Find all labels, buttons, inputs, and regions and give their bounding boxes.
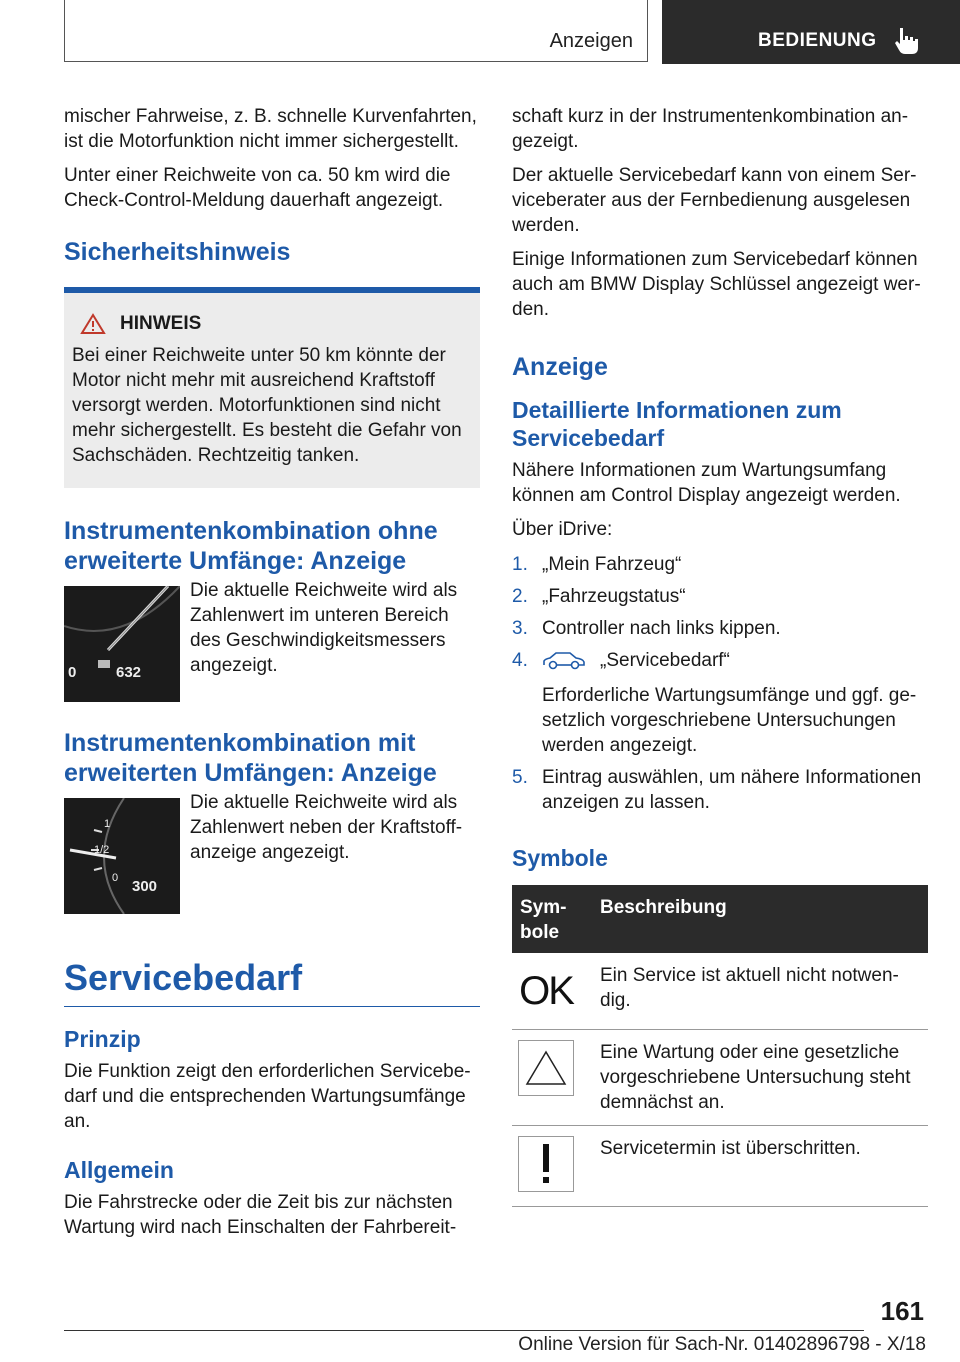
figure-row bbox=[64, 792, 480, 914]
left-column bbox=[64, 104, 480, 1249]
column-header: Sym-bole bbox=[512, 885, 592, 953]
heading-ic-extended: Instrumentenkombination mit erweiterten Umfängen: Anzeige bbox=[64, 729, 437, 787]
list-item bbox=[512, 552, 928, 577]
paragraph: mischer Fahrweise, z. B. schnelle Kurvenfahrten, ist die Motorfunktion nicht immer sichergestellt. bbox=[64, 106, 477, 152]
step-content bbox=[542, 648, 928, 758]
paragraph: schaft kurz in der Instrumentenkombination an-gezeigt. bbox=[512, 106, 909, 152]
table-row bbox=[512, 953, 928, 1030]
figure-label: 632 bbox=[116, 664, 142, 681]
ok-symbol-text: OK bbox=[519, 968, 573, 1013]
page-number: 161 bbox=[880, 1296, 924, 1326]
description-cell: Ein Service ist aktuell nicht notwen-dig. bbox=[592, 953, 928, 1030]
list-item bbox=[512, 584, 928, 609]
heading-ic-basic: Instrumentenkombination ohne erweiterte Umfänge: Anzeige bbox=[64, 517, 438, 575]
paragraph: Über iDrive: bbox=[512, 519, 613, 540]
figure-label: 1 bbox=[104, 818, 111, 830]
heading-rule bbox=[64, 1006, 480, 1007]
step-number: 2. bbox=[512, 586, 528, 607]
step-subtext: Erforderliche Wartungsumfänge und ggf. ge-setzlich vorgeschriebene Untersuchungen werden angezeigt. bbox=[542, 685, 917, 756]
figure-label: 0 bbox=[112, 872, 119, 884]
header-chapter-box bbox=[662, 0, 960, 64]
figure-caption: Die aktuelle Reichweite wird als Zahlenwert neben der Kraftstoff-anzeige angezeigt. bbox=[190, 792, 463, 863]
footer-rule bbox=[64, 1330, 864, 1331]
footer-online-version: Online Version für Sach-Nr. 01402896798 - X/18 bbox=[518, 1334, 926, 1355]
notice-box bbox=[64, 293, 480, 488]
step-number: 4. bbox=[512, 650, 528, 671]
step-text: „Servicebedarf“ bbox=[600, 650, 730, 671]
heading-detail: Detaillierte Informationen zum Servicebedarf bbox=[512, 397, 842, 451]
step-list bbox=[512, 552, 928, 815]
description-cell: Eine Wartung oder eine gesetzliche vorgeschriebene Untersuchung steht demnächst an. bbox=[592, 1030, 928, 1126]
heading-general: Allgemein bbox=[64, 1157, 174, 1183]
paragraph: Die Fahrstrecke oder die Zeit bis zur nächsten Wartung wird nach Einschalten der Fahrbereit- bbox=[64, 1192, 457, 1238]
notice-header bbox=[80, 313, 472, 335]
symbols-table bbox=[512, 885, 928, 1207]
list-item bbox=[512, 616, 928, 641]
table-header-row bbox=[512, 885, 928, 953]
header-chapter-label: BEDIENUNG bbox=[758, 30, 877, 51]
speedometer-image bbox=[64, 586, 180, 702]
exclamation-icon bbox=[518, 1136, 574, 1192]
fuel-gauge-image bbox=[64, 798, 180, 914]
notice-text: Bei einer Reichweite unter 50 km könnte der Motor nicht mehr mit ausreichend Kraftstoff versorgt werden. Motorfunktionen sind nicht mehr sichergestellt. Es besteht die Gefahr von Sachschäden. Rechtzeitig tanken. bbox=[72, 345, 462, 466]
warning-triangle-icon bbox=[518, 1040, 574, 1096]
step-text: „Mein Fahrzeug“ bbox=[542, 554, 682, 575]
heading-display: Anzeige bbox=[512, 353, 608, 381]
car-service-icon bbox=[542, 651, 586, 671]
figure-label: 1/2 bbox=[94, 844, 110, 856]
right-column bbox=[512, 104, 928, 1207]
paragraph: Nähere Informationen zum Wartungsumfang können am Control Display angezeigt werden. bbox=[512, 460, 901, 506]
heading-service: Servicebedarf bbox=[64, 957, 303, 998]
table-row bbox=[512, 1126, 928, 1207]
notice-title: HINWEIS bbox=[120, 313, 202, 334]
pointing-hand-icon bbox=[894, 26, 920, 56]
symbol-cell bbox=[512, 1030, 592, 1126]
paragraph: Unter einer Reichweite von ca. 50 km wird die Check-Control-Meldung dauerhaft angezeigt. bbox=[64, 165, 451, 211]
table-row bbox=[512, 1030, 928, 1126]
symbol-cell bbox=[512, 953, 592, 1030]
heading-symbols: Symbole bbox=[512, 845, 608, 871]
list-item bbox=[512, 765, 928, 815]
figure-label: 300 bbox=[132, 878, 158, 895]
header-section-box bbox=[64, 0, 648, 62]
ok-icon bbox=[518, 963, 574, 1019]
figure-label: 0 bbox=[68, 664, 77, 681]
step-number: 1. bbox=[512, 554, 528, 575]
warning-triangle-icon bbox=[80, 313, 106, 335]
step-number: 5. bbox=[512, 767, 528, 788]
heading-principle: Prinzip bbox=[64, 1026, 141, 1052]
symbol-cell bbox=[512, 1126, 592, 1207]
description-cell: Servicetermin ist überschritten. bbox=[592, 1126, 928, 1207]
heading-safety: Sicherheitshinweis bbox=[64, 238, 291, 266]
paragraph: Einige Informationen zum Servicebedarf können auch am BMW Display Schlüssel angezeigt wer-den. bbox=[512, 249, 921, 320]
figure-caption: Die aktuelle Reichweite wird als Zahlenwert im unteren Bereich des Geschwindigkeitsmessers angezeigt. bbox=[190, 580, 458, 676]
header-section-label: Anzeigen bbox=[549, 30, 633, 52]
step-text: Eintrag auswählen, um nähere Informationen anzeigen zu lassen. bbox=[542, 767, 922, 813]
column-header: Beschreibung bbox=[592, 885, 928, 953]
step-text: Controller nach links kippen. bbox=[542, 618, 781, 639]
figure-row bbox=[64, 580, 480, 702]
list-item bbox=[512, 648, 928, 758]
paragraph: Die Funktion zeigt den erforderlichen Servicebe-darf und die entsprechenden Wartungsumfänge an. bbox=[64, 1061, 471, 1132]
step-text: „Fahrzeugstatus“ bbox=[542, 586, 686, 607]
step-number: 3. bbox=[512, 618, 528, 639]
paragraph: Der aktuelle Servicebedarf kann von einem Ser-viceberater aus der Fernbedienung ausgelesen werden. bbox=[512, 165, 917, 236]
